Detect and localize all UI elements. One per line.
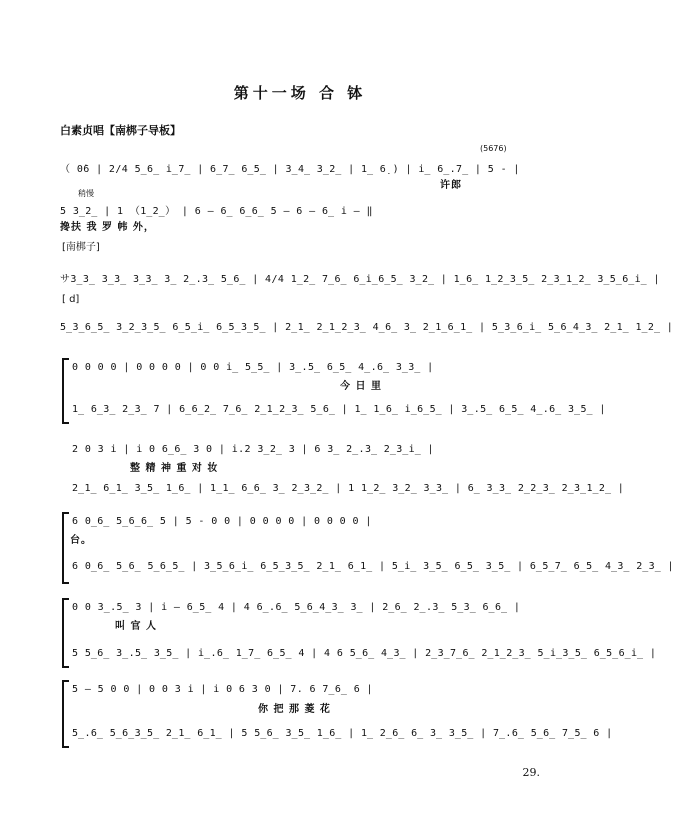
system-bracket <box>62 598 69 668</box>
section-label: [南梆子] <box>62 242 100 253</box>
key-label: [ d] <box>62 294 80 305</box>
page-number: 29. <box>522 766 540 779</box>
voice-lyric: 叫 官 人 <box>115 621 157 632</box>
line2-notes: 5 3̲2̲ | 1 （1̲2̲） | 6 – 6̲ 6̲6̲ 5 – 6 – 6̲ i – ‖ <box>60 206 373 217</box>
aria-intro: 白素贞唱【南梆子导板】 <box>60 124 181 137</box>
accomp-line: 1̲ 6̲3̲ 2̲3̲ 7 | 6̲6̲2̲ 7̲6̲ 2̲1̲2̲3̲ 5̲6̲ | 1̲ 1̲6̲ i̲6̲5̲ | 3̲.5̲ 6̲5̲ 4̲.6̲ 3̲5̲ | <box>72 404 606 415</box>
line1-notes: （ 0̇6 | 2/4 5̲6̲ i̲7̲ | 6̲7̲ 6̲5̲ | 3̲4̲ 3̲2̲ | 1̲ 6̣ ) | i̲ 6̲.7̲ | 5 - | <box>60 164 520 175</box>
voice-line: 0 0 3̲.5̲ 3 | i – 6̲5̲ 4 | 4 6̲.6̲ 5̲6̲4̲3̲ 3̲ | 2̲6̲ 2̲.3̲ 5̲3̲ 6̲6̲ | <box>72 602 521 613</box>
voice-line: 5 – 5 0 0 | 0 0 3 i | i 0 6 3 0 | 7. 6 7̲6̲ 6 | <box>72 684 373 695</box>
accomp-line: 5̲.6̲ 5̲6̲3̲5̲ 2̲1̲ 6̲1̲ | 5 5̲6̲ 3̲5̲ 1̲6̲ | 1̲ 2̲6̲ 6̲ 3̲ 3̲5̲ | 7̲.6̲ 5̲6̲ 7̲5̲ 6 | <box>72 728 613 739</box>
voice-lyric: 你 把 那 菱 花 <box>258 704 331 715</box>
voice-lyric: 今 日 里 <box>340 381 382 392</box>
tempo-marking: 稍慢 <box>78 189 94 198</box>
line3-notes: サ3̲3̲ 3̲3̲ 3̲3̲ 3̲ 2̲.3̲ 5̲6̲ | 4/4 1̲2̲ 7̲6̲ 6̲i̲6̲5̲ 3̲2̲ | 1̲6̲ 1̲2̲3̲5̲ 2̲3̲1̲2̲ 3̲5̲6̲i̲ | <box>60 274 660 285</box>
accomp-line: 6 0̲6̲ 5̲6̲ 5̲6̲5̲ | 3̲5̲6̲i̲ 6̲5̲3̲5̲ 2̲1̲ 6̲1̲ | 5̲i̲ 3̲5̲ 6̲5̲ 3̲5̲ | 6̲5̲7̲ 6̲5̲ 4̲3̲ 2̲3̲ | <box>72 561 674 572</box>
voice-line: 2 0 3 i | i 0 6̲6̲ 3 0 | i.2 3̲2̲ 3 | 6 3̲ 2̲.3̲ 2̲3̲i̲ | <box>72 444 434 455</box>
voice-lyric: 整 精 神 重 对 妆 <box>130 463 219 474</box>
voice-line: 0 0 0 0 | 0 0 0 0 | 0 0 i̲ 5̲5̲ | 3̲.5̲ 6̲5̲ 4̲.6̲ 3̲3̲ | <box>72 362 434 373</box>
line1-annotation: (5676) <box>480 144 507 153</box>
system-bracket <box>62 512 69 584</box>
accomp-line: 2̲1̲ 6̲1̲ 3̲5̲ 1̲6̲ | 1̲1̲ 6̲6̲ 3̲ 2̲3̲2̲ | 1 1̲2̲ 3̲2̲ 3̲3̲ | 6̲ 3̲3̲ 2̲2̲3̲ 2̲3̲1̲2̲ | <box>72 483 625 494</box>
line4-notes: 5̲3̲6̲5̲ 3̲2̲3̲5̲ 6̲5̲i̲ 6̲5̲3̲5̲ | 2̲1̲ 2̲1̲2̲3̲ 4̲6̲ 3̲ 2̲1̲6̲1̲ | 5̲3̲6̲i̲ 5̲6̲4̲3̲ 2̲1̲ 1̲2̲ | <box>60 322 674 333</box>
accomp-line: 5 5̲6̲ 3̲.5̲ 3̲5̲ | i̲.6̲ 1̲7̲ 6̲5̲ 4 | 4 6 5̲6̲ 4̲3̲ | 2̲3̲7̲6̲ 2̲1̲2̲3̲ 5̲i̲3̲5̲ 6̲5̲6̲i̲ | <box>72 648 657 659</box>
system-bracket <box>62 680 69 748</box>
line2-lyric: 搀扶 我 罗 帏 外， <box>60 222 155 233</box>
voice-lyric: 台。 <box>70 535 92 546</box>
voice-line: 6 0̲6̲ 5̲6̲6̲ 5 | 5 - 0 0 | 0 0 0 0 | 0 0 0 0 | <box>72 516 372 527</box>
line1-lyric: 许郎 <box>440 180 462 191</box>
system-bracket <box>62 358 69 424</box>
scene-title: 第十一场 合 钵 <box>233 84 367 102</box>
